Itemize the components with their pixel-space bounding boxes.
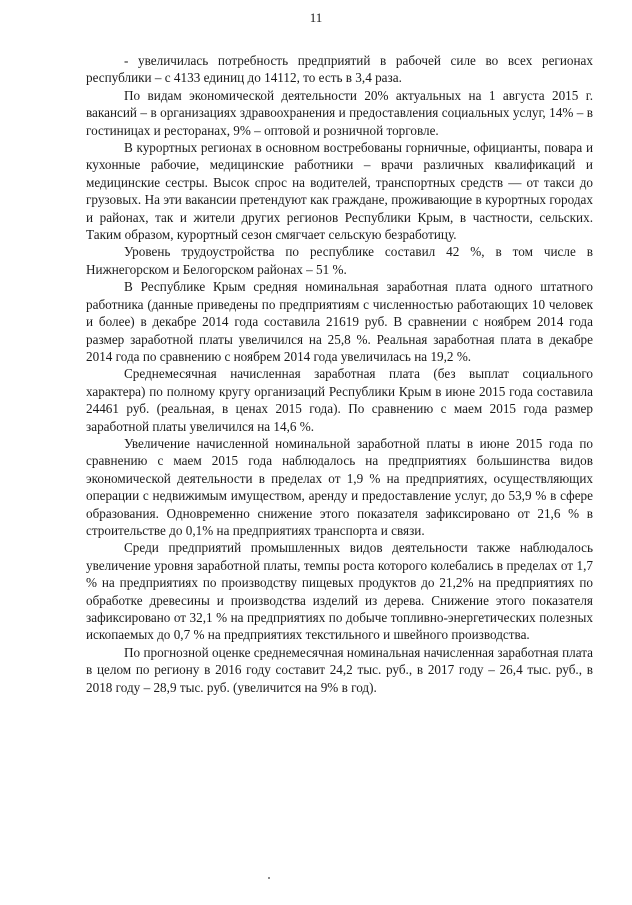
document-body <box>86 52 593 696</box>
paragraph-nominal-wage-december: В Республике Крым средняя номинальная заработная плата одного штатного работника (данные приведены по предприятиям с численностью работающих 10 человек и более) в декабре 2014 года составила 21619 руб. В сравнении с ноябрем 2014 года размер заработной платы увеличился на 25,8 %. Реальная заработная плата в декабре 2014 года по сравнению с ноябрем 2014 года увеличилась на 19,2 %. <box>86 279 593 364</box>
page-number: 11 <box>309 10 323 25</box>
paragraph-vacancies-by-activity: По видам экономической деятельности 20% актуальных на 1 августа 2015 г. вакансий – в организациях здравоохранения и предоставления социальных услуг, 14% – в гостиницах и ресторанах, 9% – оптовой и розничной торговле. <box>86 87 593 138</box>
paragraph-average-wage-june: Среднемесячная начисленная заработная плата (без выплат социального характера) по полному кругу организаций Республики Крым в июне 2015 года составила 24461 руб. (реальная, в ценах 2015 года). По сравнению с маем 2015 года размер заработной платы увеличился на 14,6 %. <box>86 366 593 434</box>
paragraph-wage-increase-by-sector: Увеличение начисленной номинальной заработной платы в июне 2015 года по сравнению с маем 2015 года наблюдалось на предприятиях большинства видов экономической деятельности в пределах от 1,9 % на предприятиях, осуществляющих операции с недвижимым имуществом, аренду и предоставление услуг, до 53,9 % в сфере образования. Одновременно снижение этого показателя зафиксировано от 21,6 % в строительстве до 0,1% на предприятиях транспорта и связи. <box>86 435 593 538</box>
paragraph-industrial-wages: Среди предприятий промышленных видов деятельности также наблюдалось увеличение уровня заработной платы, темпы роста которого колебались в пределах от 1,7 % на предприятиях по производству пищевых продуктов до 21,2% на предприятиях по обработке древесины и производства изделий из дерева. Снижение этого показателя зафиксировано от 32,1 % на предприятиях по добыче топливно-энергетических полезных ископаемых до 0,7 % на предприятиях текстильного и швейного производства. <box>86 540 593 643</box>
paragraph-demand-growth: - увеличилась потребность предприятий в рабочей силе во всех регионах республики – с 4133 единиц до 14112, то есть в 3,4 раза. <box>86 53 593 86</box>
scan-speck <box>268 877 270 879</box>
paragraph-resort-regions: В курортных регионах в основном востребованы горничные, официанты, повара и кухонные рабочие, медицинские работники – врачи различных квалификаций и медицинские сестры. Высок спрос на водителей, транспортных средств — от такси до грузовых. На эти вакансии претендуют как граждане, проживающие в курортных городах и районах, так и жители других регионов Республики Крым, в частности, сельских. Таким образом, курортный сезон смягчает сельскую безработицу. <box>86 140 593 243</box>
paragraph-employment-level: Уровень трудоустройства по республике составил 42 %, в том числе в Нижнегорском и Белогорском районах – 51 %. <box>86 244 593 277</box>
paragraph-wage-forecast: По прогнозной оценке среднемесячная номинальная начисленная заработная плата в целом по региону в 2016 году составит 24,2 тыс. руб., в 2017 году – 26,4 тыс. руб., в 2018 году – 28,9 тыс. руб. (увеличится на 9% в год). <box>86 644 593 695</box>
